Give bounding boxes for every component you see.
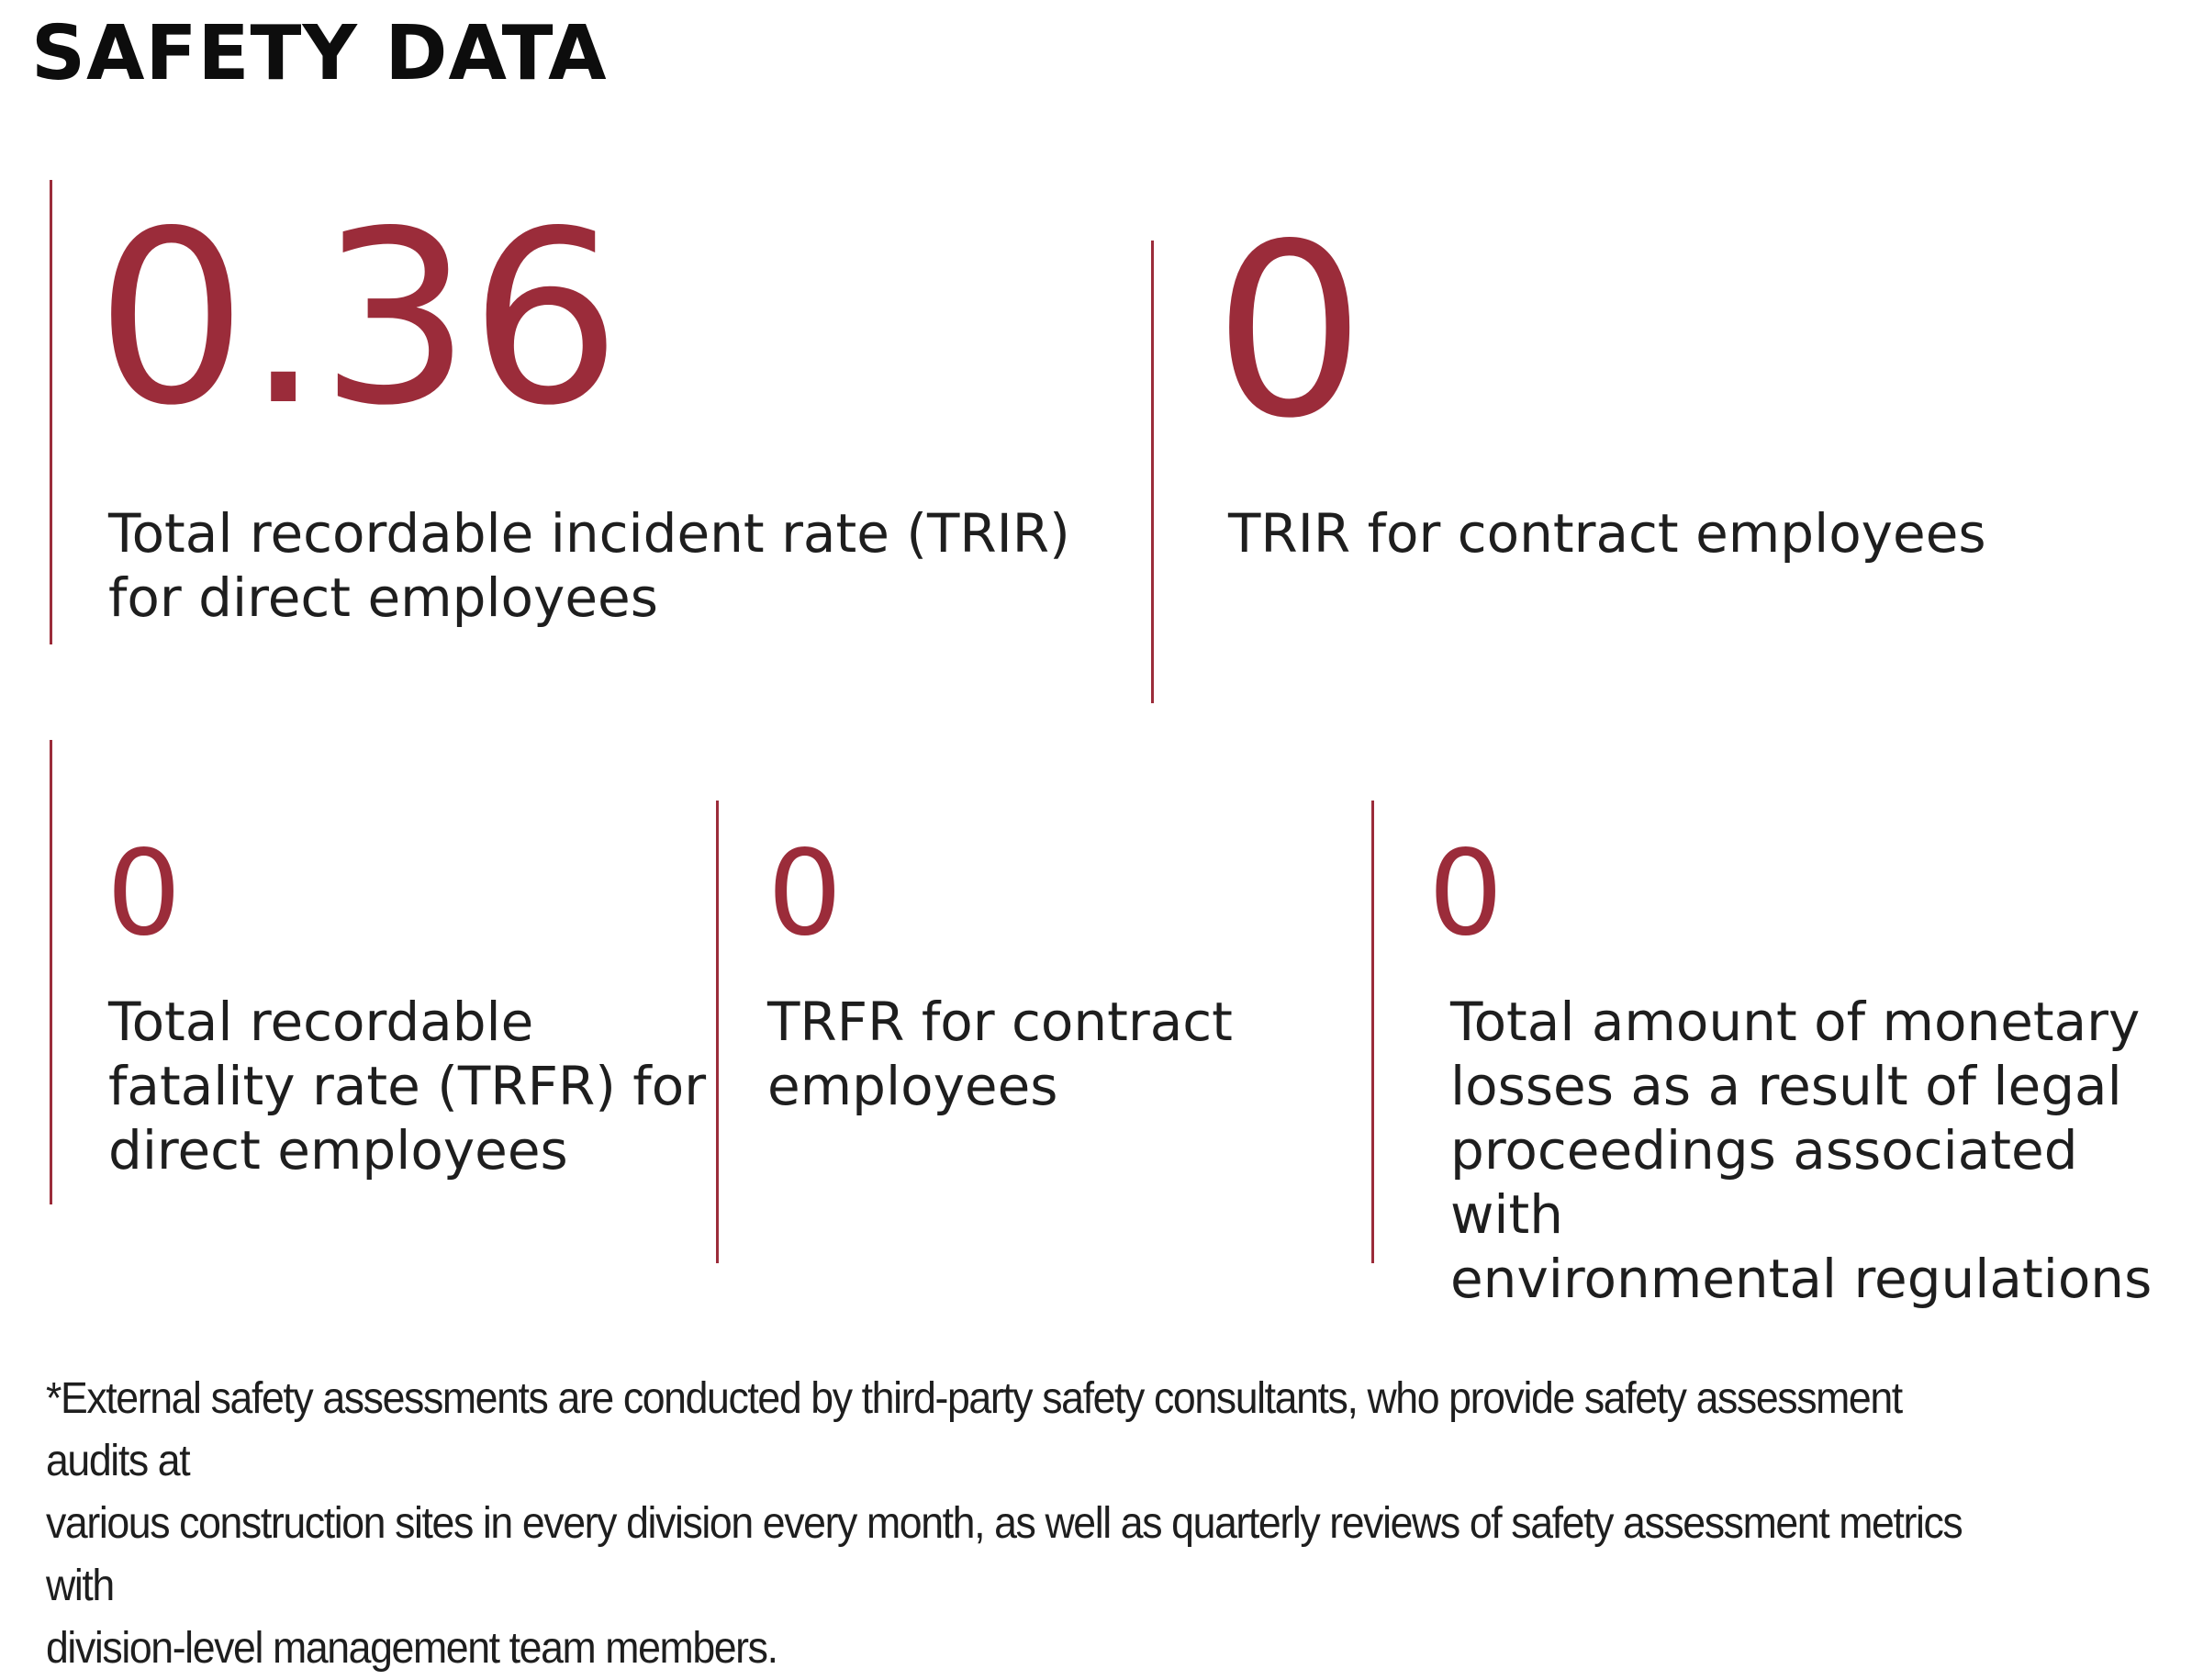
- trir-direct-value: 0.36: [95, 181, 620, 458]
- metric-divider: [1371, 801, 1374, 1263]
- trfr-direct-label: Total recordable fatality rate (TRFR) for direct employees: [108, 991, 707, 1182]
- metric-divider: [1151, 241, 1154, 703]
- monetary-losses-value: 0: [1428, 825, 1502, 962]
- footnote: *External safety assessments are conducted by third-party safety consultants, who provide safety assessment audits at various construction sites in every division every month, as well as quarterly reviews of safety assessment metrics with division-level management team members.: [46, 1374, 1963, 1673]
- trir-contract-label: TRIR for contract employees: [1228, 502, 1986, 565]
- trfr-contract-value: 0: [767, 825, 841, 962]
- page-title: SAFETY DATA: [31, 10, 608, 97]
- trir-direct-label: Total recordable incident rate (TRIR) for direct employees: [108, 502, 1070, 629]
- trir-contract-value: 0: [1213, 194, 1364, 471]
- metric-divider: [716, 801, 719, 1263]
- trfr-contract-label: TRFR for contract employees: [767, 991, 1233, 1117]
- trfr-direct-value: 0: [106, 825, 180, 962]
- metric-divider: [50, 180, 52, 644]
- metric-divider: [50, 740, 52, 1204]
- monetary-losses-label: Total amount of monetary losses as a result of legal proceedings associated with environmental regulations: [1450, 991, 2153, 1310]
